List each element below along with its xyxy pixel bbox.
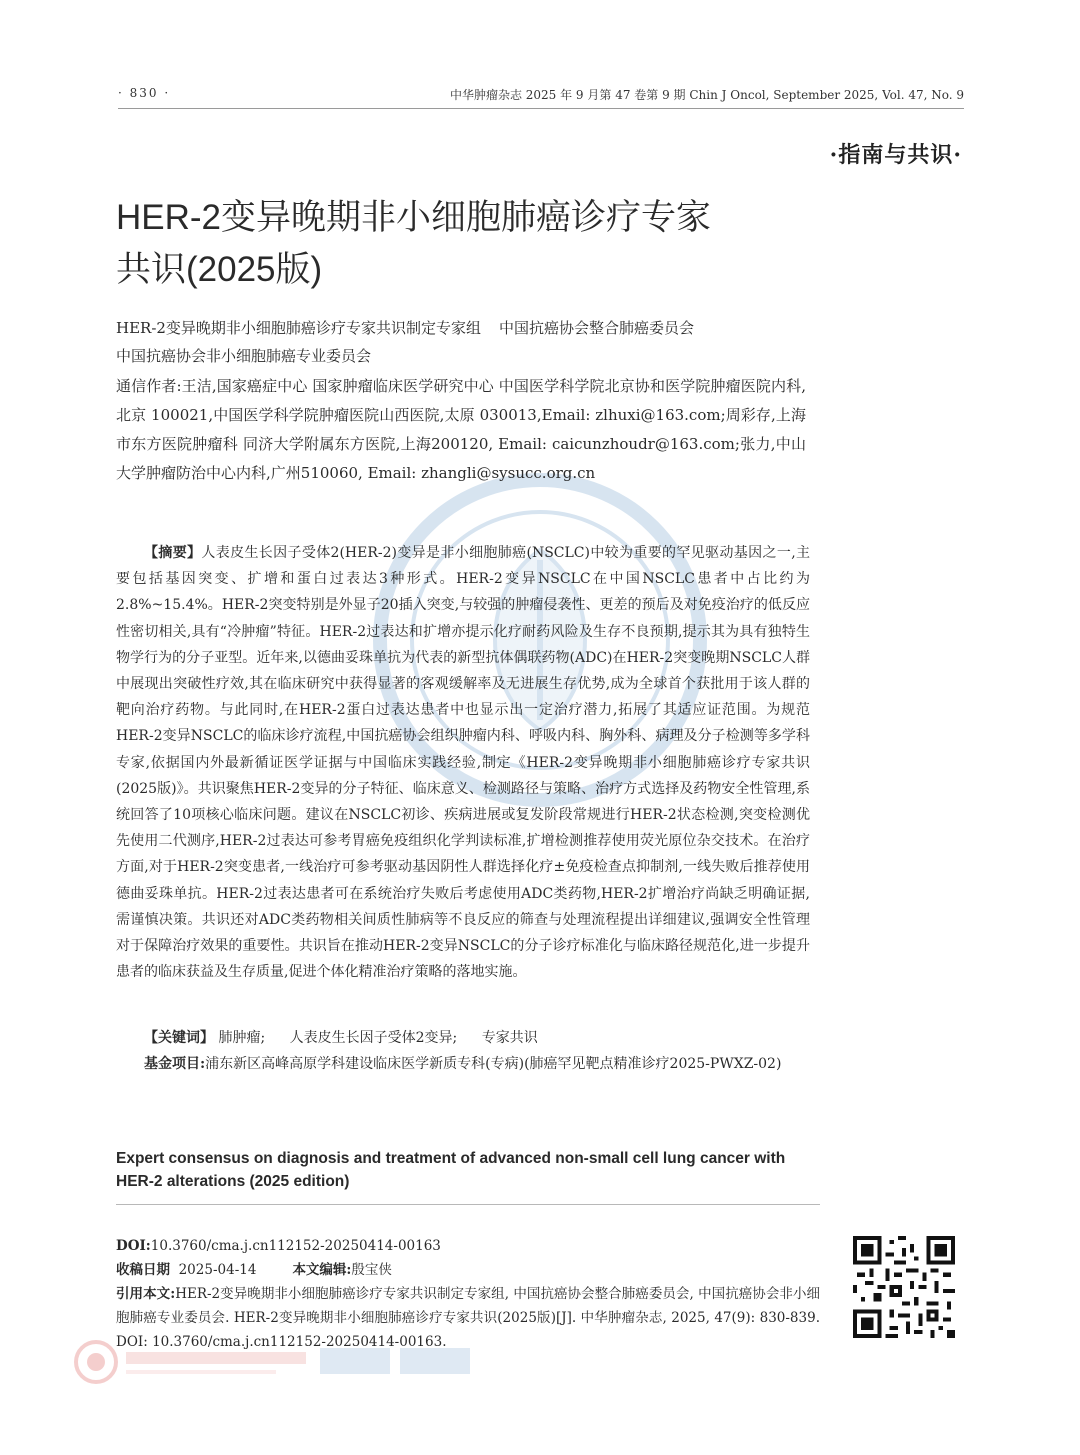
corresponding-authors: 通信作者:王洁,国家癌症中心 国家肿瘤临床医学研究中心 中国医学科学院北京协和医学院肿瘤医院内科,北京 100021,中国医学科学院肿瘤医院山西医院,太原 030013,Email: zlhuxi@163.com;周彩存,上海市东方医院肿瘤科 同济大学附属东方医院,上海200120, Email: caicunzhoudr@163.com;张力,中山大学肿瘤防治中心内科,广州510060, Email: zhangli@sysucc.org.cn bbox=[116, 377, 806, 482]
journal-citation-line: 中华肿瘤杂志 2025 年 9 月第 47 卷第 9 期 Chin J Oncol, September 2025, Vol. 47, No. 9 bbox=[449, 88, 964, 102]
divider bbox=[116, 1204, 820, 1205]
doi-link[interactable]: 10.3760/cma.j.cn112152-20250414-00163 bbox=[150, 1238, 441, 1254]
article-metadata bbox=[116, 1234, 820, 1354]
keyword-item: 肺肿瘤; bbox=[218, 1030, 266, 1046]
page-number: · 830 · bbox=[118, 86, 171, 100]
author-group-1: HER-2变异晚期非小细胞肺癌诊疗专家共识制定专家组 bbox=[116, 319, 481, 337]
received-label: 收稿日期 bbox=[116, 1262, 170, 1278]
author-groups bbox=[116, 314, 816, 370]
section-label: ·指南与共识· bbox=[829, 142, 962, 168]
editor-name: 殷宝侠 bbox=[351, 1262, 392, 1278]
article-title-line-2: 共识(2025版) bbox=[116, 250, 323, 289]
funding-label: 基金项目: bbox=[144, 1056, 206, 1072]
publisher-logo bbox=[70, 1338, 490, 1386]
editor-label: 本文编辑: bbox=[292, 1262, 352, 1278]
keyword-item: 专家共识 bbox=[481, 1030, 538, 1046]
english-title: Expert consensus on diagnosis and treatment of advanced non-small cell lung cancer with HER-2 alterations (2025 edition) bbox=[116, 1150, 786, 1190]
keywords bbox=[144, 1025, 824, 1051]
abstract-text: 人表皮生长因子受体2(HER-2)变异是非小细胞肺癌(NSCLC)中较为重要的罕见驱动基因之一,主要包括基因突变、扩增和蛋白过表达3种形式。HER-2变异NSCLC在中国NSCLC患者中占比约为2.8%~15.4%。HER-2突变特别是外显子20插入突变,与较强的肿瘤侵袭性、更差的预后及对免疫治疗的低反应性密切相关,具有“冷肿瘤”特征。HER-2过表达和扩增亦提示化疗耐药风险及生存不良预期,提示其为具有独特生物学行为的分子亚型。近年来,以德曲妥珠单抗为代表的新型抗体偶联药物(ADC)在HER-2突变晚期NSCLC人群中展现出突破性疗效,其在临床研究中获得显著的客观缓解率及无进展生存优势,成为全球首个获批用于该人群的靶向治疗药物。与此同时,在HER-2蛋白过表达患者中也显示出一定治疗潜力,拓展了其适应证范围。为规范HER-2变异NSCLC的临床诊疗流程,中国抗癌协会组织肿瘤内科、呼吸内科、胸外科、病理及分子检测等多学科专家,依据国内外最新循证医学证据与中国临床实践经验,制定《HER-2变异晚期非小细胞肺癌诊疗专家共识(2025版)》。共识聚焦HER-2变异的分子特征、临床意义、检测路径与策略、治疗方式选择及药物安全性管理,系统回答了10项核心临床问题。建议在NSCLC初诊、疾病进展或复发阶段常规进行HER-2状态检测,突变检测优先使用二代测序,HER-2过表达可参考胃癌免疫组织化学判读标准,扩增检测推荐使用荧光原位杂交技术。在治疗方面,对于HER-2突变患者,一线治疗可参考驱动基因阴性人群选择化疗±免疫检查点抑制剂,一线失败后推荐使用德曲妥珠单抗。HER-2过表达患者可在系统治疗失败后考虑使用ADC类药物,HER-2扩增治疗尚缺乏明确证据,需谨慎决策。共识还对ADC类药物相关间质性肺病等不良反应的筛查与处理流程提出详细建议,强调安全性管理对于保障治疗效果的重要性。共识旨在推动HER-2变异NSCLC的分子诊疗标准化与临床路径规范化,进一步提升患者的临床获益及生存质量,促进个体化精准治疗策略的落地实施。 bbox=[116, 545, 811, 981]
article-title bbox=[116, 192, 816, 296]
author-group-2: 中国抗癌协会整合肺癌委员会 bbox=[498, 319, 694, 337]
abstract bbox=[116, 540, 810, 985]
funding bbox=[116, 1051, 810, 1077]
keywords-label: 【关键词】 bbox=[144, 1030, 214, 1046]
funding-text: 浦东新区高峰高原学科建设临床医学新质专科(专病)(肺癌罕见靶点精准诊疗2025-PWXZ-02) bbox=[205, 1056, 782, 1072]
keyword-item: 人表皮生长因子受体2变异; bbox=[289, 1030, 458, 1046]
abstract-label: 【摘要】 bbox=[144, 545, 202, 561]
running-header bbox=[118, 86, 964, 109]
cite-label: 引用本文: bbox=[116, 1286, 176, 1302]
author-group-3: 中国抗癌协会非小细胞肺癌专业委员会 bbox=[116, 347, 372, 365]
qr-code[interactable] bbox=[853, 1236, 955, 1338]
received-date: 2025-04-14 bbox=[178, 1262, 257, 1278]
citation-text: HER-2变异晚期非小细胞肺癌诊疗专家共识制定专家组, 中国抗癌协会整合肺癌委员会, 中国抗癌协会非小细胞肺癌专业委员会. HER-2变异晚期非小细胞肺癌诊疗专家共识(2025版)[J]. 中华肿瘤杂志, 2025, 47(9): 830-839. DOI: 10.3760/cma.j.cn112152-20250414-00163. bbox=[116, 1286, 821, 1350]
doi-label: DOI: bbox=[116, 1238, 151, 1254]
article-title-line-1: HER-2变异晚期非小细胞肺癌诊疗专家 bbox=[116, 198, 712, 237]
